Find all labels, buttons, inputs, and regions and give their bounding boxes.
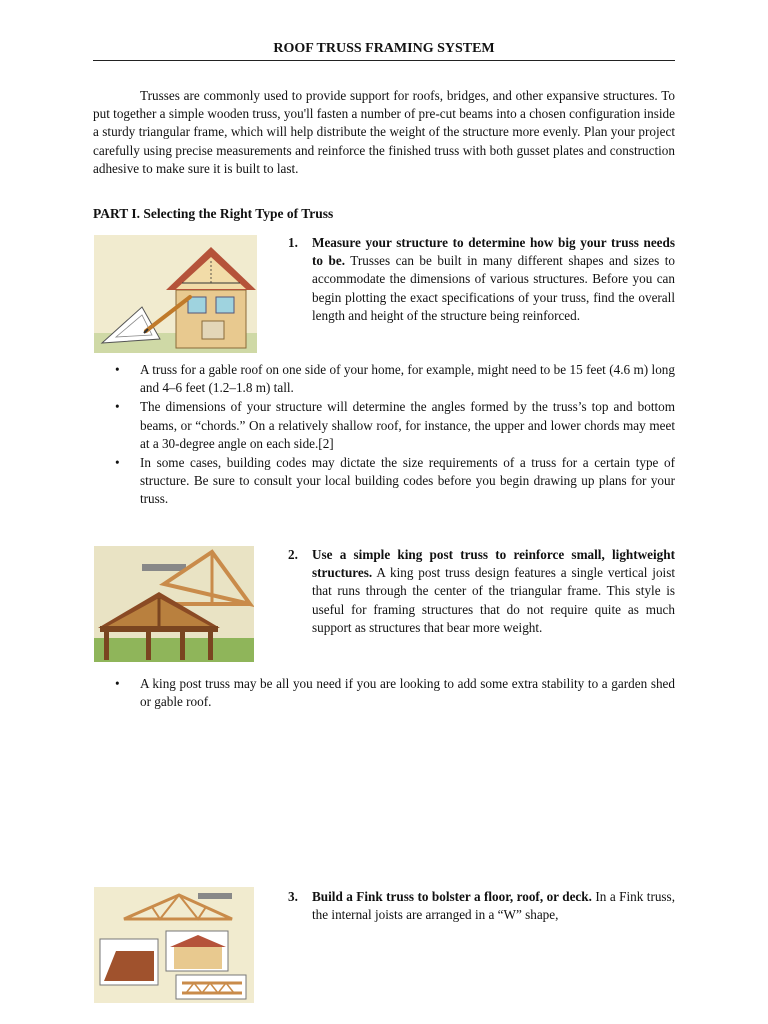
- step-2-text: A king post truss design features a single vertical joist that runs through the center of the triangular frame. This style is useful for framing structures that do not require quite as much support as structures that bear more weight.: [312, 565, 675, 635]
- step-2-bullets: [93, 675, 675, 712]
- step-3-text: In a Fink truss, the internal joists are arranged in a “W” shape,: [312, 889, 675, 923]
- step-3-number: 3.: [288, 889, 298, 904]
- bullet-icon: •: [115, 676, 120, 691]
- step-2: [288, 546, 675, 637]
- step-3-bold: Build a Fink truss to bolster a floor, roof, or deck.: [312, 889, 592, 904]
- king-post-truss-illustration: [94, 546, 254, 662]
- step-1-bullets: [93, 361, 675, 510]
- step-1-bold: Measure your structure to determine how big your truss needs to be.: [312, 235, 675, 269]
- intro-paragraph: Trusses are commonly used to provide support for roofs, bridges, and other expansive structures. To put together a simple wooden truss, you'll fasten a number of pre-cut beams into a chosen configuration inside a sturdy triangular frame, which will help distribute the weight of the structure more evenly. Plan your project carefully using precise measurements and reinforce the finished truss with both gusset plates and construction adhesive to make sure it is built to last.: [93, 88, 675, 176]
- bullet-icon: •: [115, 455, 120, 471]
- step-1: [288, 234, 675, 325]
- list-item: • The dimensions of your structure will determine the angles formed by the truss’s top and bottom beams, or “chords.” On a relatively shallow roof, for instance, the upper and lower chords may meet at a 30-degree angle on each side.[2]: [115, 399, 675, 451]
- step-1-number: 1.: [288, 235, 298, 250]
- list-item: • A truss for a gable roof on one side of your home, for example, might need to be 15 feet (4.6 m) long and 4–6 feet (1.2–1.8 m) tall.: [115, 362, 675, 396]
- title-rule: [93, 60, 675, 61]
- fink-truss-illustration: [94, 887, 254, 1003]
- step-1-text: Trusses can be built in many different shapes and sizes to accommodate the dimensions of various structures. Before you can begin plotting the exact specifications of your truss, find the overall length and height of the structure being reinforced.: [312, 253, 675, 323]
- bullet-icon: •: [115, 362, 120, 377]
- step-3: [288, 888, 675, 924]
- list-item: • A king post truss may be all you need if you are looking to add some extra stability to a garden shed or gable roof.: [115, 676, 675, 710]
- step-2-bold: Use a simple king post truss to reinforce small, lightweight structures.: [312, 547, 675, 581]
- part1-heading: PART I. Selecting the Right Type of Truss: [93, 206, 334, 221]
- step-2-number: 2.: [288, 547, 298, 562]
- bullet-icon: •: [115, 399, 120, 415]
- page-title: ROOF TRUSS FRAMING SYSTEM: [273, 41, 495, 56]
- list-item: • In some cases, building codes may dictate the size requirements of a truss for a certain type of structure. Be sure to consult your local building codes before you begin drawing up plans for your truss.: [115, 455, 675, 507]
- house-measure-illustration: [94, 235, 257, 353]
